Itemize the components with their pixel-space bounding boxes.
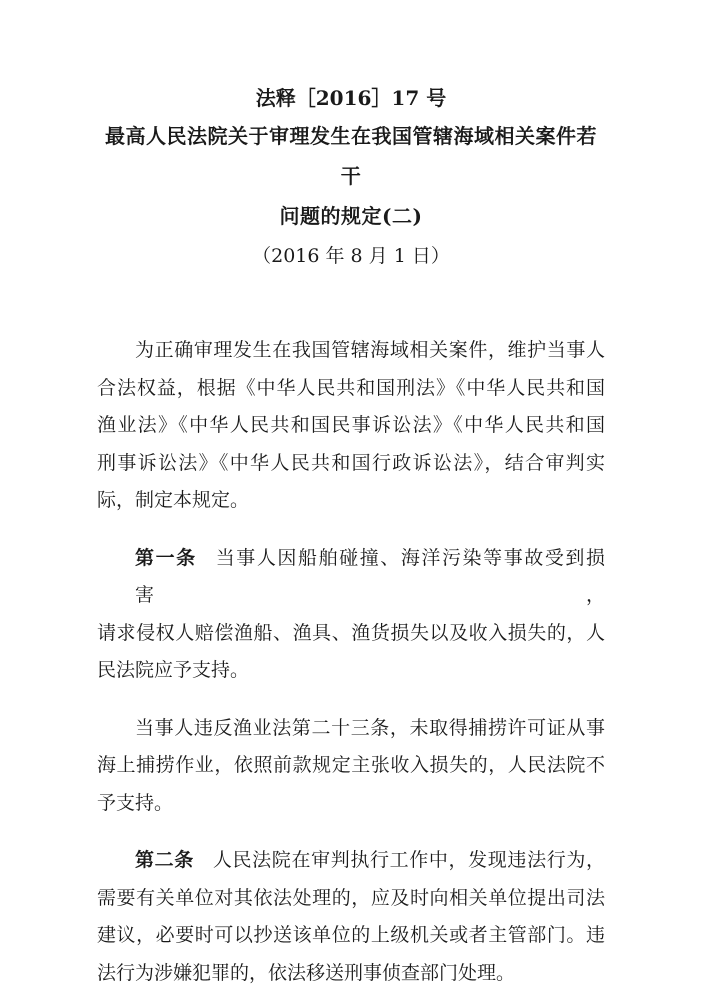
paragraph-article-1-clause-2 (97, 710, 605, 823)
document-date: （2016 年 8 月 1 日） (252, 245, 450, 267)
text-line: 需要有关单位对其依法处理的，应及时向相关单位提出司法 (97, 886, 605, 909)
paragraph-article-2 (97, 842, 605, 992)
doc-number: 法释［2016］17 号 (255, 86, 447, 110)
text-line: 法行为涉嫌犯罪的，依法移送刑事侦查部门处理。 (97, 961, 516, 984)
document-body (97, 332, 605, 992)
text-line: 海上捕捞作业，依照前款规定主张收入损失的，人民法院不 (97, 754, 605, 776)
document-header (97, 0, 605, 276)
text-line: 合法权益，根据《中华人民共和国刑法》《中华人民共和国 (97, 376, 605, 399)
text-line: 请求侵权人赔偿渔船、渔具、渔货损失以及收入损失的，人 (97, 621, 605, 644)
article-1-number: 第一条 (135, 546, 197, 569)
text-line: 当事人违反渔业法第二十三条，未取得捕捞许可证从事 (135, 716, 605, 739)
article-2-text: 人民法院在审判执行工作中，发现违法行为， (212, 849, 605, 871)
text-line (97, 540, 605, 615)
document-title-line-2: 问题的规定(二) (279, 204, 423, 228)
text-line: 渔业法》《中华人民共和国民事诉讼法》《中华人民共和国 (97, 414, 605, 436)
text-line: 建议，必要时可以抄送该单位的上级机关或者主管部门。违 (97, 924, 605, 946)
article-1-text: 当事人因船舶碰撞、海洋污染等事故受到损害， (135, 546, 605, 606)
article-2-number: 第二条 (135, 849, 194, 871)
text-line: 为正确审理发生在我国管辖海域相关案件，维护当事人 (135, 339, 605, 361)
paragraph-preamble (97, 332, 605, 520)
paragraph-article-1 (97, 540, 605, 690)
text-line: 际，制定本规定。 (97, 489, 250, 511)
document-title-line-1: 最高人民法院关于审理发生在我国管辖海域相关案件若干 (105, 124, 597, 188)
text-line: 予支持。 (97, 791, 174, 814)
text-line: 刑事诉讼法》《中华人民共和国行政诉讼法》，结合审判实 (97, 451, 605, 474)
text-line: 民法院应予支持。 (97, 659, 250, 681)
text-line (97, 842, 605, 880)
